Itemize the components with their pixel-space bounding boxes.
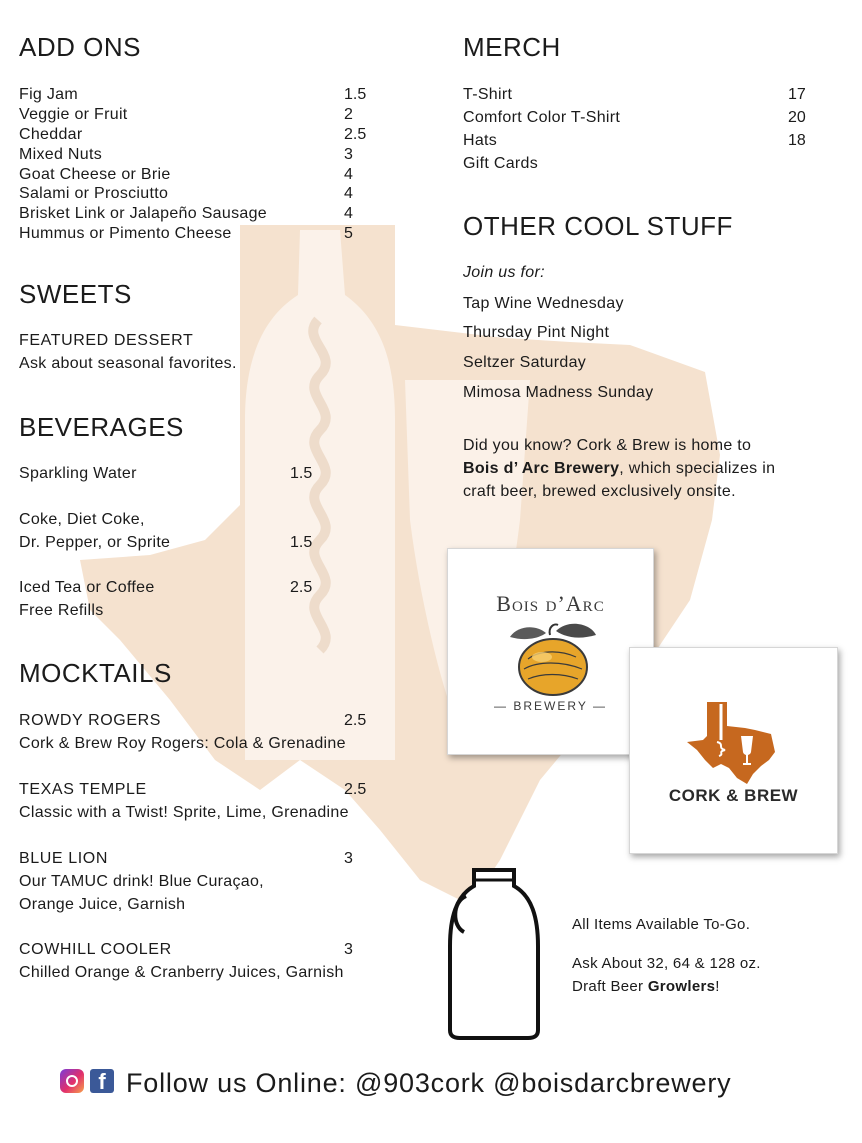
bois-darc-logo-title: Bois d’Arc bbox=[496, 591, 605, 616]
orange-fruit-icon bbox=[498, 621, 608, 701]
mocktail-name: COWHILL COOLER bbox=[19, 941, 172, 958]
menu-item-name: Hummus or Pimento Cheese bbox=[19, 225, 232, 242]
mocktail-price: 3 bbox=[344, 850, 353, 867]
cork-and-brew-logo-name: CORK & BREW bbox=[668, 786, 799, 805]
menu-item-name: Mixed Nuts bbox=[19, 146, 103, 163]
menu-item-name: Goat Cheese or Brie bbox=[19, 166, 171, 183]
growler-note-end: ! bbox=[715, 978, 720, 995]
did-you-know-line2-rest: , which specializes in bbox=[619, 460, 776, 477]
mocktail-name: ROWDY ROGERS bbox=[19, 712, 162, 729]
brewery-name-highlight: Bois d’ Arc Brewery bbox=[463, 460, 620, 477]
texas-corkscrew-logo-icon bbox=[683, 696, 783, 786]
bois-darc-logo-card bbox=[447, 548, 654, 755]
merch-item-name: T-Shirt bbox=[463, 86, 513, 103]
facebook-icon[interactable]: f bbox=[90, 1069, 114, 1093]
menu-item-name: Cheddar bbox=[19, 126, 83, 143]
menu-item-name: Veggie or Fruit bbox=[19, 106, 128, 123]
growler-highlight: Growlers bbox=[647, 978, 716, 995]
mocktails-title: MOCKTAILS bbox=[19, 658, 172, 688]
beverage-price: 1.5 bbox=[290, 465, 313, 482]
did-you-know-line1: Did you know? Cork & Brew is home to bbox=[463, 437, 752, 454]
beverage-name: Iced Tea or Coffee bbox=[19, 579, 155, 596]
bois-darc-logo-subtitle: — BREWERY — bbox=[494, 699, 607, 713]
menu-item-name: Fig Jam bbox=[19, 86, 78, 103]
sweets-title: SWEETS bbox=[19, 279, 132, 309]
menu-item-price: 1.5 bbox=[344, 86, 367, 103]
event-item: Tap Wine Wednesday bbox=[463, 295, 624, 312]
instagram-icon[interactable] bbox=[60, 1069, 84, 1093]
beverage-price: 1.5 bbox=[290, 534, 313, 551]
add-ons-title: ADD ONS bbox=[19, 32, 141, 62]
footer-follow-us: Follow us Online: @903cork @boisdarcbrewery bbox=[126, 1068, 732, 1098]
other-cool-stuff-title: OTHER COOL STUFF bbox=[463, 211, 733, 241]
merch-title: MERCH bbox=[463, 32, 561, 62]
beverage-note: Free Refills bbox=[19, 602, 104, 619]
did-you-know-line3: craft beer, brewed exclusively onsite. bbox=[463, 483, 736, 500]
menu-item-name: Salami or Prosciutto bbox=[19, 185, 169, 202]
dessert-name: FEATURED DESSERT bbox=[19, 332, 194, 349]
mocktail-price: 3 bbox=[344, 941, 353, 958]
bois-darc-logo-subtitle-text: BREWERY bbox=[513, 699, 588, 713]
did-you-know-line2 bbox=[463, 460, 775, 478]
menu-item-price: 4 bbox=[344, 166, 353, 183]
mocktail-description-line2: Orange Juice, Garnish bbox=[19, 896, 186, 913]
growler-note-text: Draft Beer bbox=[572, 978, 648, 995]
beverage-name: Sparkling Water bbox=[19, 465, 137, 482]
beverage-price: 2.5 bbox=[290, 579, 313, 596]
menu-item-price: 5 bbox=[344, 225, 353, 242]
merch-item-name: Hats bbox=[463, 132, 498, 149]
cork-and-brew-logo-card bbox=[629, 647, 838, 854]
menu-item-price: 4 bbox=[344, 185, 353, 202]
event-item: Mimosa Madness Sunday bbox=[463, 384, 654, 401]
growler-note-line bbox=[572, 978, 720, 995]
mocktail-name: BLUE LION bbox=[19, 850, 108, 867]
growler-icon bbox=[446, 866, 542, 1042]
menu-item-price: 2 bbox=[344, 106, 353, 123]
merch-item-name: Gift Cards bbox=[463, 155, 539, 172]
menu-item-price: 4 bbox=[344, 205, 353, 222]
event-item: Thursday Pint Night bbox=[463, 324, 610, 341]
mocktail-name: TEXAS TEMPLE bbox=[19, 781, 147, 798]
to-go-note: All Items Available To-Go. bbox=[572, 916, 751, 933]
merch-item-price: 18 bbox=[788, 132, 806, 149]
mocktail-description: Our TAMUC drink! Blue Curaçao, bbox=[19, 873, 264, 890]
mocktail-price: 2.5 bbox=[344, 781, 367, 798]
merch-item-price: 17 bbox=[788, 86, 806, 103]
merch-item-name: Comfort Color T-Shirt bbox=[463, 109, 621, 126]
menu-item-name: Brisket Link or Jalapeño Sausage bbox=[19, 205, 267, 222]
instagram-lens-icon bbox=[66, 1075, 78, 1087]
menu-item-price: 2.5 bbox=[344, 126, 367, 143]
beverage-name: Coke, Diet Coke, bbox=[19, 511, 145, 528]
menu-item-price: 3 bbox=[344, 146, 353, 163]
event-item: Seltzer Saturday bbox=[463, 354, 587, 371]
dessert-description: Ask about seasonal favorites. bbox=[19, 355, 237, 372]
mocktail-price: 2.5 bbox=[344, 712, 367, 729]
growler-sizes-note: Ask About 32, 64 & 128 oz. bbox=[572, 955, 761, 972]
beverages-title: BEVERAGES bbox=[19, 412, 184, 442]
join-us-intro: Join us for: bbox=[463, 264, 545, 281]
beverage-name-line2: Dr. Pepper, or Sprite bbox=[19, 534, 171, 551]
mocktail-description: Chilled Orange & Cranberry Juices, Garnish bbox=[19, 964, 344, 981]
mocktail-description: Classic with a Twist! Sprite, Lime, Grenadine bbox=[19, 804, 349, 821]
mocktail-description: Cork & Brew Roy Rogers: Cola & Grenadine bbox=[19, 735, 346, 752]
merch-item-price: 20 bbox=[788, 109, 806, 126]
